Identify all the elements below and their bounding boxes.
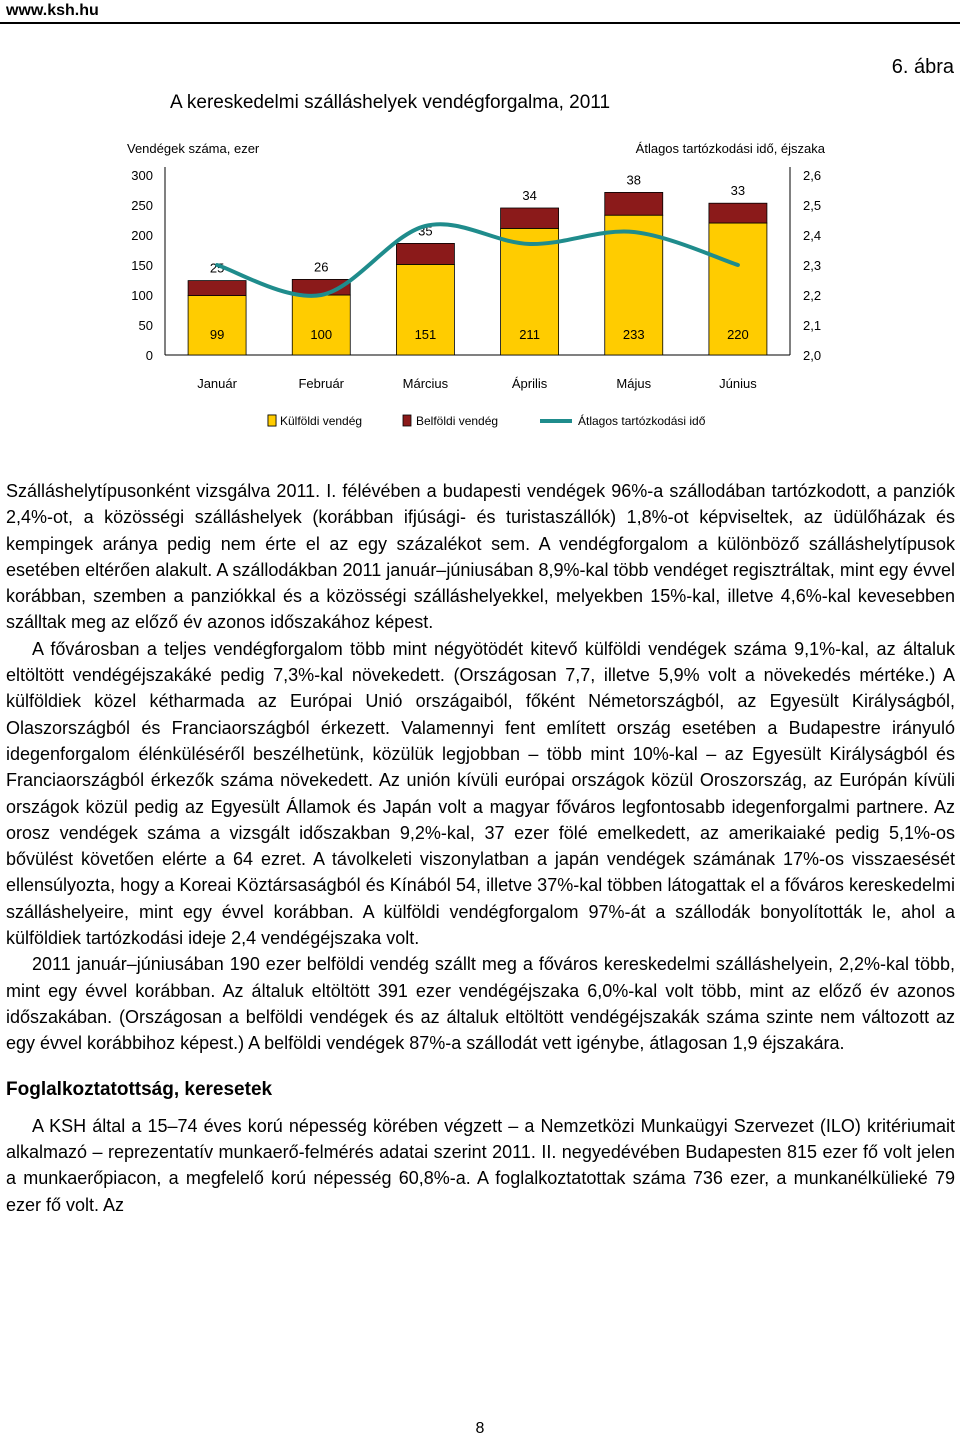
y-tick-left: 300 <box>131 168 153 183</box>
y-axis-left-label: Vendégek száma, ezer <box>127 141 260 156</box>
data-label-domestic: 35 <box>418 223 433 239</box>
bar-domestic-guests <box>188 281 246 296</box>
paragraph-hotel-types: Szálláshelytípusonként vizsgálva 2011. I. félévében a budapesti vendégek 96%-a szállodában tartózkodott, a panziók 2,4%-ot, a közösségi szálláshelyek (korábban ifjúsági- és turistaszállók) 1,8%-ot képviseltek, az üdülőházak és kempingek aránya pedig nem érte el az egy százalékot sem. A vendégforgalom a különböző szálláshelytípusok esetében eltérően alakult. A szállodákban 2011 január–júniusában 8,9%-kal több vendéget regisztráltak, mint egy évvel korábban, szemben a panziókkal és a közösségi szálláshelyekkel, melyekben 15%-kal, illetve 4,6%-kal kevesebben szálltak meg az előző év azonos időszakához képest. <box>6 481 955 633</box>
data-label-foreign: 100 <box>310 327 333 342</box>
figure-number: 6. ábra <box>891 56 954 78</box>
y-tick-left: 100 <box>131 288 153 303</box>
legend-swatch-foreign-fill <box>268 415 276 426</box>
paragraph-employment: A KSH által a 15–74 éves korú népesség körében végzett – a Nemzetközi Munkaügyi Szervezet (ILO) kritériumait alkalmazó – reprezentatív munkaerő-felmérés adatai szerint 2011. II. negyedévében Budapesten 815 ezer fő volt jelen a munkaerőpiacon, a megfelelő korú népesség 60,8%-a. A foglalkoztatottak száma 736 ezer, a munkanélkülieké 79 ezer fő volt. Az <box>6 1115 955 1215</box>
y-tick-left: 200 <box>131 228 153 243</box>
site-url[interactable]: www.ksh.hu <box>6 2 99 19</box>
bar-domestic-guests <box>501 208 559 228</box>
bar-foreign-guests <box>188 296 246 355</box>
section-heading: Foglalkoztatottság, keresetek <box>6 1078 273 1100</box>
data-label-foreign: 233 <box>622 327 645 342</box>
data-label-domestic: 26 <box>314 259 329 275</box>
body-text <box>6 478 955 1218</box>
data-label-foreign: 220 <box>727 327 749 342</box>
y-tick-right: 2,1 <box>803 318 822 333</box>
data-label-foreign: 151 <box>414 327 437 342</box>
data-label-foreign: 99 <box>209 327 225 342</box>
bar-foreign-guests <box>292 295 350 355</box>
data-label-domestic: 38 <box>626 172 641 188</box>
data-label-domestic: 34 <box>522 188 537 203</box>
y-tick-left: 0 <box>145 348 153 363</box>
y-tick-right: 2,4 <box>803 228 822 243</box>
legend-label-domestic: Belföldi vendég <box>416 414 499 428</box>
paragraph-domestic-guests: 2011 január–júniusában 190 ezer belföldi vendég szállt meg a főváros kereskedelmi szálláshelyein, 2,2%-kal több, mint egy évvel korábban. Az általuk eltöltött 391 ezer vendégéjszaka 6,0%-kal volt több, mint az előző év azonos időszakában. (Országosan a belföldi vendégek és az általuk eltöltött vendégéjszakák száma szinte nem változott az egy évvel korábbihoz képest.) A belföldi vendégek 87%-a szállodát vett igénybe, átlagosan 1,9 éjszakára. <box>6 954 955 1054</box>
y-tick-left: 250 <box>131 198 153 213</box>
paragraph-foreign-guests: A fővárosban a teljes vendégforgalom több mint négyötödét kitevő külföldi vendégek száma 9,1%-kal, az általuk eltöltött vendégéjszakáké pedig 7,3%-kal növekedett. (Országosan 7,7, illetve 5,9% volt a növekedés mértéke.) A külföldiek közel kétharmada az Európai Unió országaiból, főként Németországból, az Egyesült Királyságból, Olaszországból és Franciaországból érkezett. Valamennyi fent említett ország esetében a Budapestre irányuló idegenforgalom élénküléséről beszélhetünk, közülük legjobban – több mint 10%-kal – az Egyesült Királyságból és Franciaországból érkezők száma növekedett. Az unión kívüli európai országok közül Oroszország, az Európán kívüli országok közül pedig az Egyesült Államok és Japán volt a magyar főváros legfontosabb idegenforgalmi partnere. Az orosz vendégek száma a vizsgált időszakban 9,2%-kal, 37 ezer fölé emelkedett, az amerikaiaké pedig 5,1%-os bővülést követően elérte a 64 ezret. A távolkeleti viszonylatban a japán vendégek számának 17%-os visszaesését ellensúlyozta, hogy a Koreai Köztársaságból és Kínából 54, illetve 37%-kal többen látogattak el a főváros kereskedelmi szálláshelyeire, mint egy évvel korábban. A külföldi vendégforgalom 97%-át a szállodák bonyolították le, ahol a külföldiek tartózkodási ideje 2,4 vendégéjszaka volt. <box>6 638 955 949</box>
guest-traffic-chart <box>0 130 960 440</box>
page-number: 8 <box>475 1420 485 1437</box>
y-tick-left: 50 <box>138 318 153 333</box>
y-tick-right: 2,6 <box>803 168 822 183</box>
data-label-domestic: 33 <box>730 183 746 199</box>
legend-label-average-stay: Átlagos tartózkodási idő <box>578 414 706 428</box>
y-tick-right: 2,0 <box>803 348 822 363</box>
bar-domestic-guests <box>605 192 663 215</box>
y-tick-right: 2,2 <box>803 288 822 303</box>
header-rule <box>0 22 960 24</box>
x-tick-label: Június <box>719 376 757 391</box>
data-label-domestic: 25 <box>209 260 225 276</box>
y-tick-left: 150 <box>131 258 153 273</box>
data-label-foreign: 211 <box>519 327 540 342</box>
legend-swatch-domestic <box>403 415 411 426</box>
y-tick-right: 2,3 <box>803 258 822 273</box>
x-tick-label: Április <box>511 376 548 391</box>
x-tick-label: Február <box>298 376 345 391</box>
x-tick-label: Január <box>197 376 237 391</box>
x-tick-label: Március <box>402 376 449 391</box>
y-tick-right: 2,5 <box>803 198 822 213</box>
chart-title: A kereskedelmi szálláshelyek vendégforgalma, 2011 <box>169 92 611 113</box>
bar-domestic-guests <box>709 203 767 223</box>
x-tick-label: Május <box>616 376 652 391</box>
y-axis-right-label: Átlagos tartózkodási idő, éjszaka <box>635 141 825 156</box>
legend-label-foreign: Külföldi vendég <box>280 414 363 428</box>
bar-domestic-guests <box>396 243 454 264</box>
